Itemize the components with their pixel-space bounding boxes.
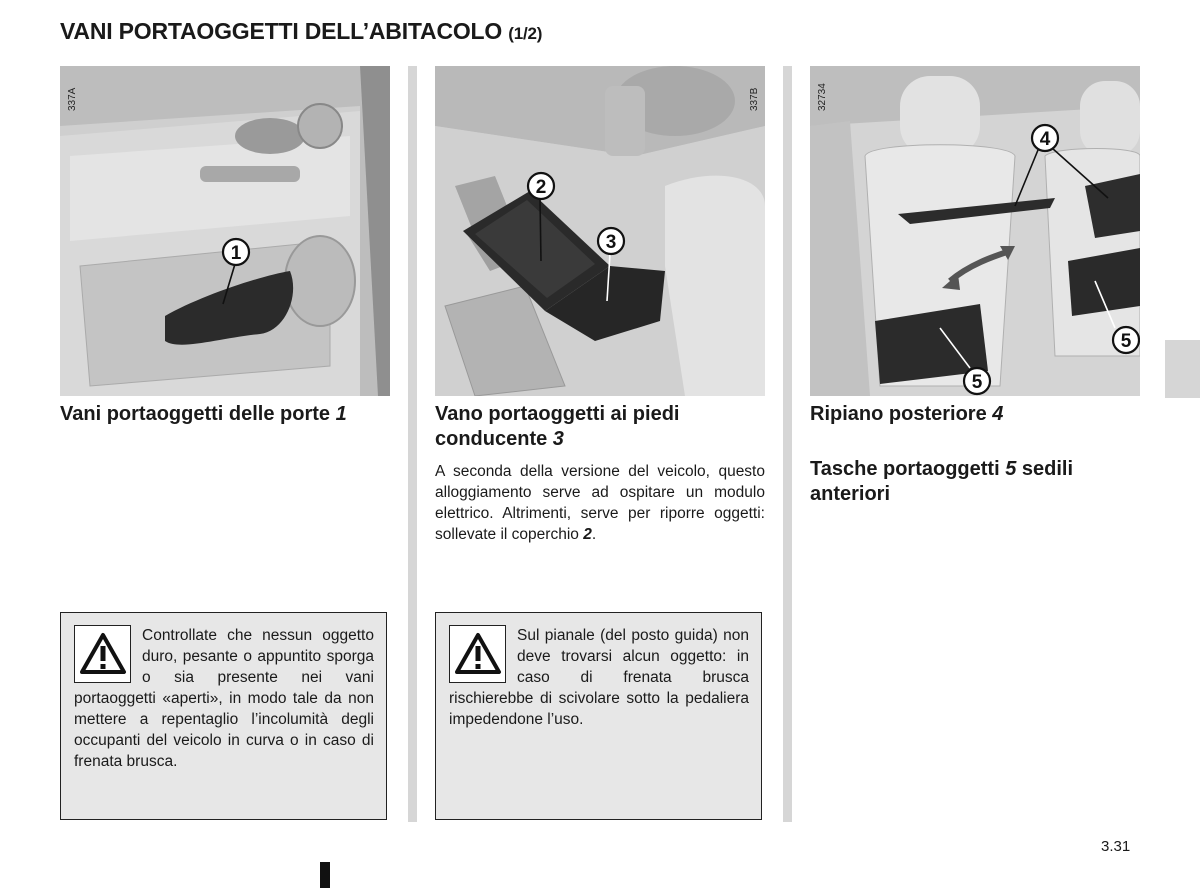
- warning-text: Controllate che nessun oggetto duro, pesante o appuntito sporga o sia presente nei vani portaoggetti «aperti», in modo tale da non mettere a repentaglio l’incolumità degli occupanti del veicolo in curva o in caso di frenata brusca.: [74, 627, 374, 770]
- svg-text:3: 3: [605, 232, 617, 253]
- photo-code: 32734: [817, 83, 828, 111]
- svg-text:5: 5: [1120, 331, 1132, 352]
- svg-text:5: 5: [971, 372, 983, 393]
- photo-driver-footwell: [435, 66, 765, 396]
- warning-triangle-icon: [449, 625, 506, 683]
- chapter-tab: [1165, 340, 1200, 398]
- page-number: 3.31: [1101, 838, 1131, 855]
- warning-text: Sul pianale (del posto guida) non deve trovarsi alcun oggetto: in caso di frenata brusca rischierebbe di scivolare sotto la pedaliera impedendone l’uso.: [449, 627, 749, 728]
- section-heading-driver-footwell: Vano portaoggetti ai piedi conducente 3: [435, 403, 680, 450]
- warning-triangle-icon: [74, 625, 131, 683]
- photo-code: 337B: [749, 87, 760, 111]
- warning-box: [435, 612, 762, 820]
- svg-text:4: 4: [1039, 129, 1051, 150]
- photo-door-pocket: [60, 66, 390, 396]
- warning-box: [60, 612, 387, 820]
- section-heading-seat-pockets: Tasche portaoggetti 5 sedili anteriori: [810, 458, 1074, 505]
- photo-code: 337A: [67, 87, 78, 111]
- paragraph-footwell: A seconda della versione del veicolo, questo alloggiamento serve ad ospitare un modulo elettrico. Altrimenti, serve per riporre oggetti: sollevate il coperchio 2.: [435, 463, 765, 543]
- binding-mark: [320, 862, 330, 888]
- section-heading-rear-shelf: Ripiano posteriore 4: [810, 403, 1004, 425]
- svg-text:2: 2: [535, 177, 547, 198]
- section-heading-door-pockets: Vani portaoggetti delle porte 1: [60, 403, 347, 425]
- page-title-part: (1/2): [508, 24, 543, 43]
- page-title-text: VANI PORTAOGGETTI DELL’ABITACOLO: [60, 18, 503, 44]
- page-title: [60, 18, 542, 45]
- column-divider: [408, 66, 417, 822]
- photo-rear-seatbacks: [810, 66, 1140, 396]
- column-divider: [783, 66, 792, 822]
- svg-text:1: 1: [230, 243, 242, 264]
